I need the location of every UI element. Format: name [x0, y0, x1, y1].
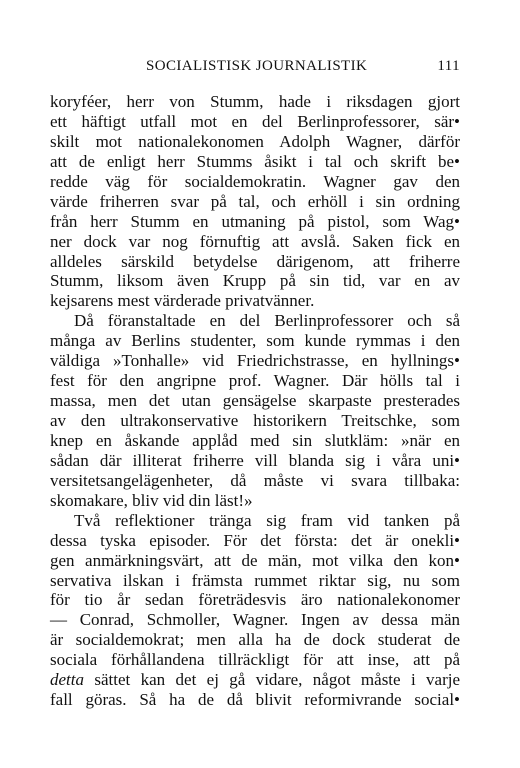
paragraph-start-line: Två reflektioner tränga sig fram vid tanken på — [74, 510, 460, 530]
text-line: — Conrad, Schmoller, Wagner. Ingen av dessa män — [50, 610, 460, 630]
text-line: fall göras. Så ha de då blivit reformivrande social• — [50, 690, 460, 710]
text-line-with-emphasis — [50, 670, 460, 690]
text-line: servativa ilskan i främsta rummet riktar sig, nu som — [50, 570, 460, 590]
text-line: från herr Stumm en utmaning på pistol, som Wag• — [50, 211, 460, 231]
text-line: Stumm, liksom även Krupp på sin tid, var en av — [50, 271, 460, 291]
text-line: ett häftigt utfall mot en del Berlinprofessorer, sär• — [50, 111, 460, 131]
text-line-rest: sättet kan det ej gå vidare, något måste i varje — [94, 670, 461, 690]
text-line: sociala förhållandena tillräckligt för att inse, att på — [50, 650, 460, 670]
page-number: 111 — [437, 58, 460, 74]
text-line: versitetsangelägenheter, då måste vi svara tillbaka: — [50, 470, 460, 490]
text-line: för tio år sedan företrädesvis äro nationalekonomer — [50, 590, 460, 610]
text-line: väldiga »Tonhalle» vid Friedrichstrasse, en hyllnings• — [50, 351, 460, 371]
text-line: gen anmärkningsvärt, att de män, mot vilka den kon• — [50, 550, 460, 570]
paragraph-end-line: kejsarens mest värderade privatvänner. — [50, 291, 315, 311]
body-text — [50, 92, 460, 710]
text-line: dessa tyska episoder. För det första: det är onekli• — [50, 530, 460, 550]
emphasized-word: detta — [50, 670, 84, 690]
text-line: sådan där illiterat friherre vill blanda sig i våra uni• — [50, 450, 460, 470]
text-line: alldeles särskild betydelse därigenom, att friherre — [50, 251, 460, 271]
text-line: redde väg för socialdemokratin. Wagner gav den — [50, 171, 460, 191]
page-header — [50, 58, 460, 82]
paragraph-end-line: skomakare, bliv vid din läst!» — [50, 490, 253, 510]
text-line: många av Berlins studenter, som kunde rymmas i den — [50, 331, 460, 351]
text-line: knep en åskande applåd med sin slutkläm: »när en — [50, 430, 460, 450]
text-line: av den ultrakonservative historikern Treitschke, som — [50, 411, 460, 430]
text-line: värde friherren svar på tal, och erhöll i sin ordning — [50, 191, 460, 211]
paragraph-start-line: Då föranstaltade en del Berlinprofessorer och så — [74, 311, 460, 331]
text-line: att de enligt herr Stumms åsikt i tal och skrift be• — [50, 151, 460, 171]
text-line: är socialdemokrat; men alla ha de dock studerat de — [50, 630, 460, 650]
running-title: SOCIALISTISK JOURNALISTIK — [146, 58, 368, 74]
text-line: massa, men det utan gensägelse skarpaste presterades — [50, 391, 460, 411]
text-line: koryféer, herr von Stumm, hade i riksdagen gjort — [50, 92, 460, 111]
text-line: ner dock var nog förnuftig att avslå. Saken fick en — [50, 231, 460, 251]
text-line: skilt mot nationalekonomen Adolph Wagner, därför — [50, 131, 460, 151]
text-line: fest för den angripne prof. Wagner. Där hölls tal i — [50, 371, 460, 391]
